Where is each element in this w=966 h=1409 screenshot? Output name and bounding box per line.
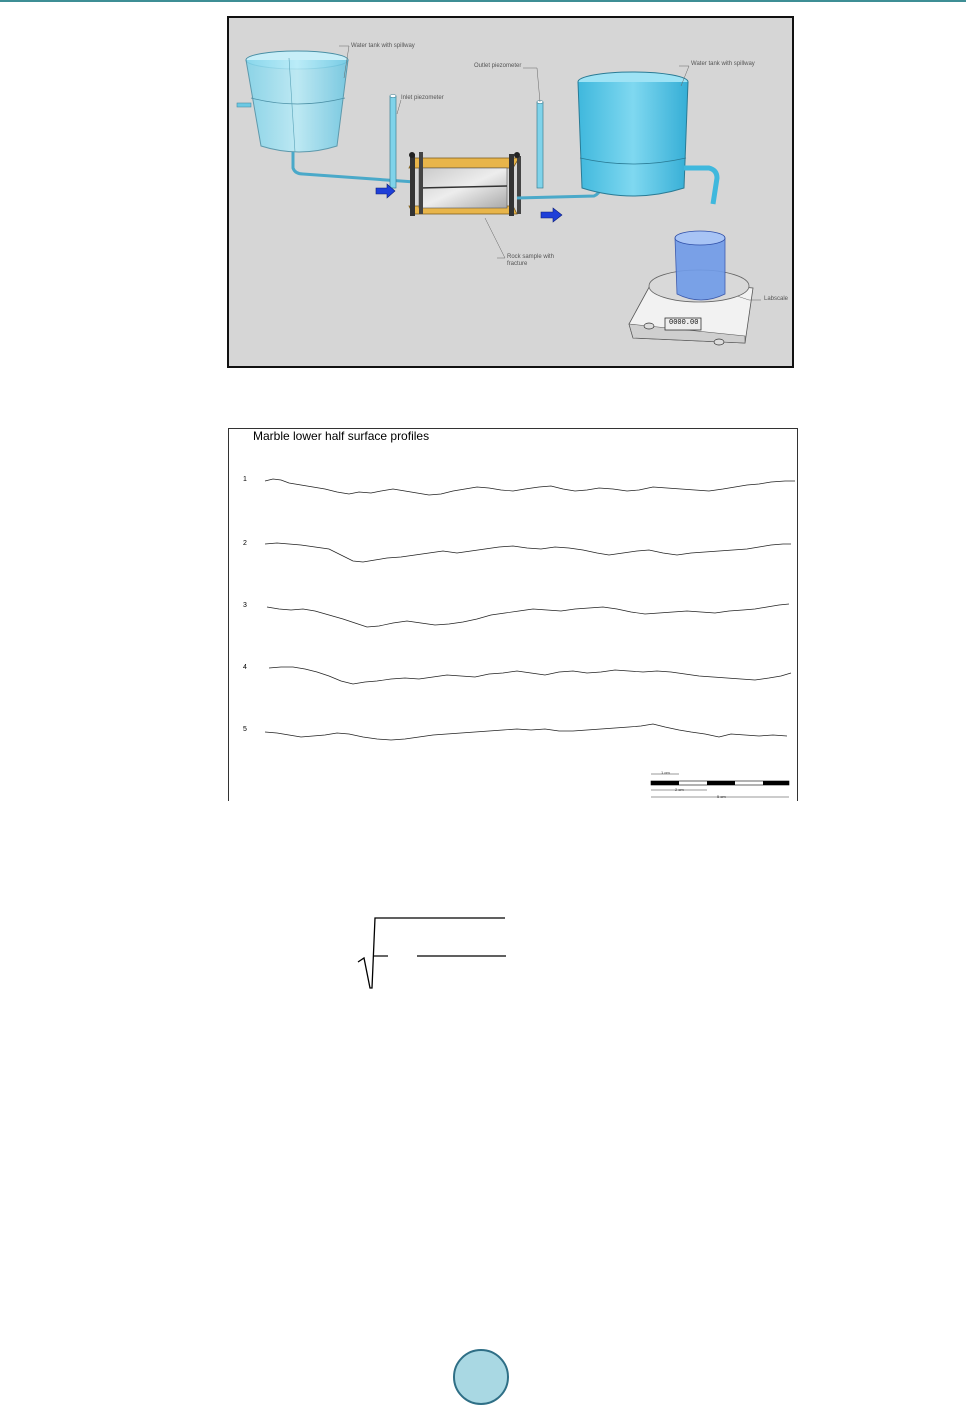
flow-arrow-out (541, 208, 562, 222)
outlet-piezometer (537, 101, 543, 189)
profile-3 (267, 604, 789, 627)
apparatus-figure (227, 16, 794, 368)
scale-label-2cm: 2 cm (675, 787, 684, 792)
callout-tank-right: Water tank with spillway (691, 61, 755, 67)
figure-title: Marble lower half surface profiles (253, 429, 430, 443)
left-water-tank (237, 51, 348, 152)
scale-display: 0000.00 (669, 319, 699, 327)
rock-sample-holder (409, 152, 521, 216)
callout-inlet-piezometer: Inlet piezometer (401, 95, 444, 101)
profile-label-5: 5 (243, 726, 247, 733)
inlet-piezometer (390, 95, 396, 189)
callout-labscale: Labscale (764, 296, 789, 302)
header-rule (0, 0, 966, 2)
profile-2 (265, 543, 791, 562)
apparatus-drawing (229, 18, 792, 366)
profile-4 (269, 667, 791, 684)
profiles-drawing (229, 429, 797, 801)
profile-1 (265, 479, 795, 495)
callout-rock-sample-1: Rock sample with (507, 254, 555, 260)
profile-label-4: 4 (243, 664, 247, 671)
callout-outlet-piezometer: Outlet piezometer (474, 63, 522, 69)
profile-label-3: 3 (243, 602, 247, 609)
profile-label-1: 1 (243, 476, 247, 483)
beaker (675, 231, 725, 300)
callout-tank-left: Water tank with spillway (351, 43, 415, 49)
right-water-tank (578, 72, 717, 204)
profile-label-2: 2 (243, 540, 247, 547)
profile-5 (265, 724, 787, 740)
scale-label-1cm: 1 cm (661, 770, 670, 775)
page-number-badge (453, 1349, 509, 1405)
surface-profiles-figure (228, 428, 798, 801)
scale-label-5cm: 5 cm (717, 794, 726, 799)
callout-rock-sample-2: fracture (507, 261, 528, 267)
equation-radical (355, 910, 515, 1000)
